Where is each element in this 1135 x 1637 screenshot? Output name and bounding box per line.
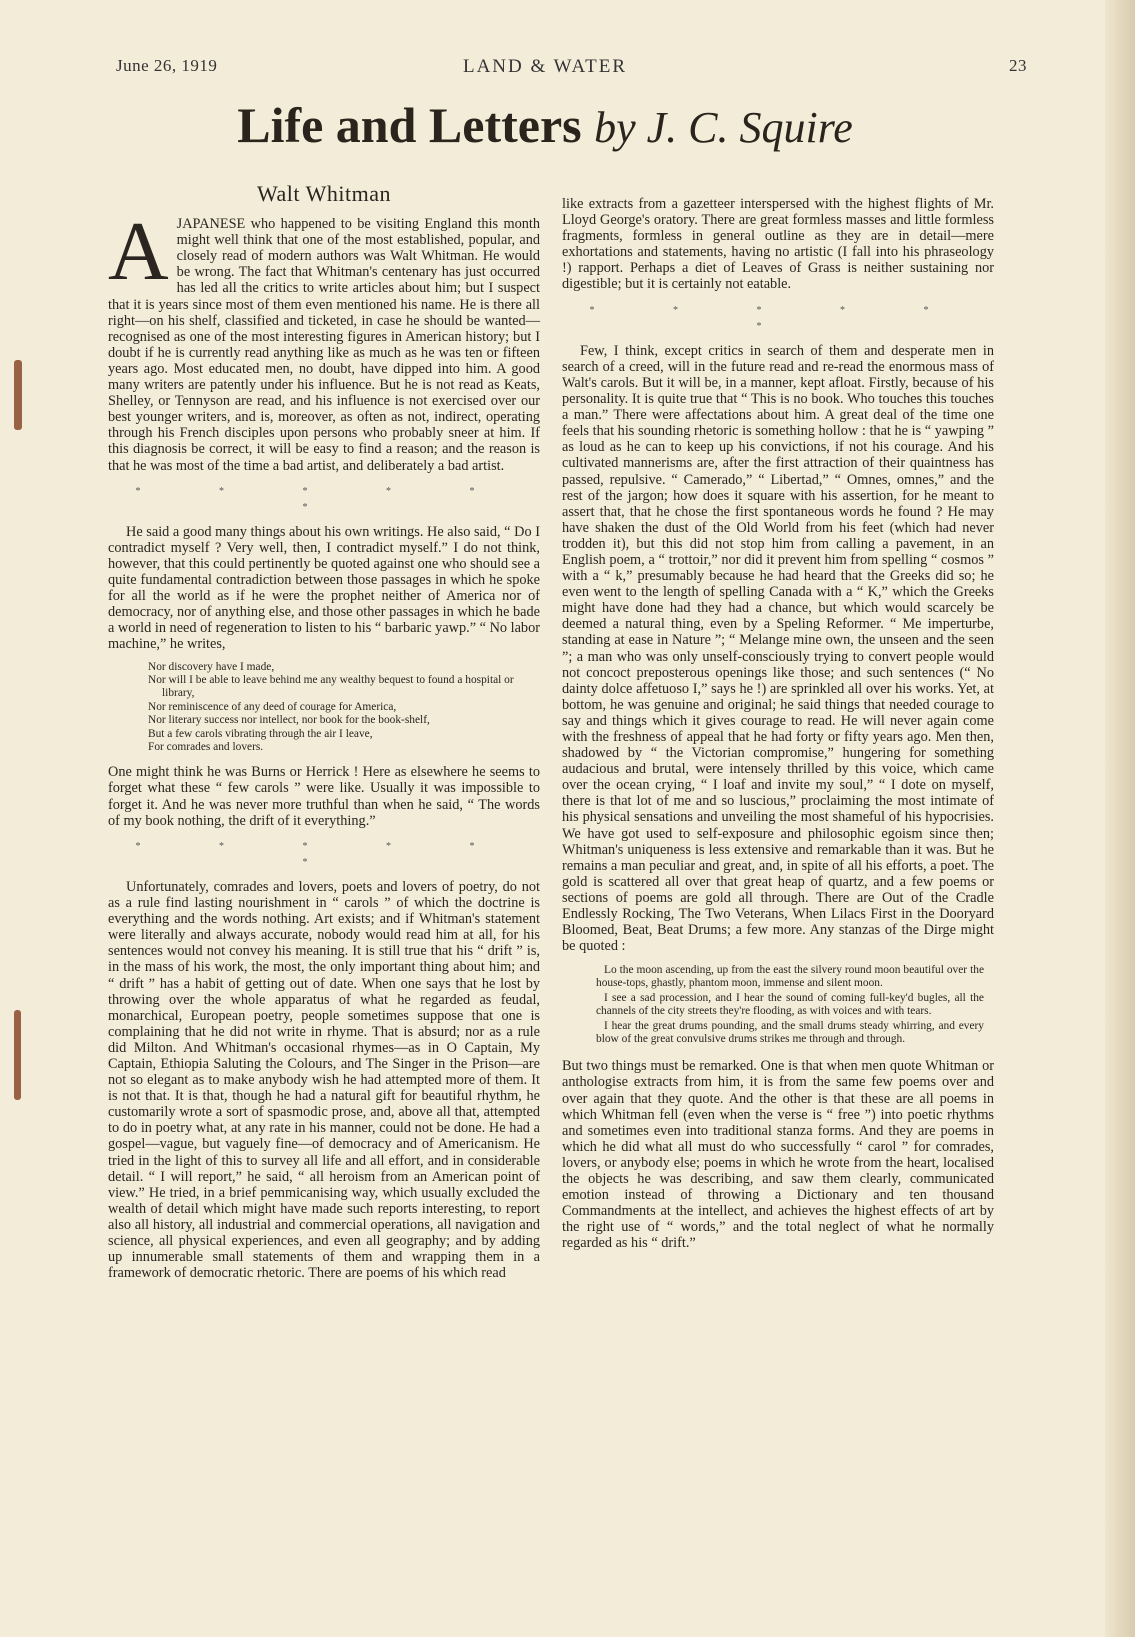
column-left (108, 181, 540, 1282)
section-divider: * * * * * * (135, 840, 513, 868)
issue-date: June 26, 1919 (116, 56, 218, 75)
verse-line: For comrades and lovers. (148, 740, 264, 753)
dirge-stanza: I hear the great drums pounding, and the small drums steady whirring, and every blow of the great convulsive drums strikes me through and through. (596, 1020, 984, 1046)
page-number: 23 (1009, 56, 1027, 75)
paragraph-text: JAPANESE who happened to be visiting England this month might well think that one of the most established, popular, and closely read of modern authors was Walt Whitman. He would be wrong. The fact that Whitman's centenary has just occurred has led all the critics to write articles about him; but I suspect that it is years since most of them even mentioned his name. He is there all right—on his shelf, classified and ticketed, in case he should be wanted—recognised as one of the most interesting figures in American history; but I doubt if he is currently read anything like as much as he was ten or fifteen years ago. Most educated men, no doubt, have dipped into him. A good many writers are patently under his influence. But he is not read as Keats, Shelley, or Tennyson are read, and his influence is not exercised over our best younger writers, and is, moreover, as often as not, indirect, operating through his French disciples upon persons who probably sneer at him. If this diagnosis be correct, it will be easy to find a reason; and the reason is that he was most of the time a bad artist, and deliberately a bad artist. (108, 216, 540, 474)
dirge-quote (596, 964, 984, 1046)
page-spine-edge (1105, 0, 1135, 1637)
paragraph: One might think he was Burns or Herrick ! Here as elsewhere he seems to forget what these “ few carols ” were like. Usually it was impossible to forget it. And he was never more truthful than when he said, “ The words of my book nothing, the drift of it everything.” (108, 764, 540, 829)
article-subtitle: Walt Whitman (257, 181, 391, 206)
paragraph: He said a good many things about his own writings. He also said, “ Do I contradict myself ? Very well, then, I contradict myself.” I do not think, however, that this could pertinently be quoted against one who should see a quite fundamental contradiction between those passages in which he spoke for all the world as if he were the prophet neither of America nor of democracy, nor of anything else, and those other passages in which he bade a world in need of regeneration to listen to his “ barbaric yawp.” “ No labor machine,” he writes, (108, 523, 540, 653)
paragraph: like extracts from a gazetteer interspersed with the highest flights of Mr. Lloyd George's oratory. There are great formless masses and little formless fragments, formless in general outline as they are in detail—mere exhortations and statements, having no artistic (I fall into his phraseology !) rapport. Perhaps a diet of Leaves of Grass is neither sustaining nor digestible; but it is certainly not eatable. (562, 196, 994, 293)
section-divider: * * * * * * (135, 485, 513, 513)
title-main: Life and Letters (237, 97, 582, 153)
section-divider: * * * * * * (589, 304, 967, 332)
paper-stain (14, 1010, 21, 1100)
paragraph (108, 205, 540, 474)
paragraph: But two things must be remarked. One is that when men quote Whitman or anthologise extracts from him, it is from the same few poems over and over again that they quote. And the other is that these are all poems in which Whitman fell (even when the verse is “ free ”) into poetic rhythms and sometimes even into traditional stanza forms. And they are poems in which he did what all must do who successfully “ carol ” for comrades, lovers, or anybody else; poems in which he wrote from the heart, localised the objects he was describing, and saw them clearly, communicated emotion instead of throwing a Dictionary and ten thousand Commandments at the intellect, and achieves the highest effects of art by the right use of “ words,” and the total neglect of what he normally regarded as his “ drift.” (562, 1058, 994, 1252)
drop-cap: A (108, 205, 169, 299)
verse-quote (148, 661, 540, 755)
paragraph: Few, I think, except critics in search of them and desperate men in search of a creed, will in the future read and re-read the enormous mass of Walt's carols. But it will be, in a manner, kept afloat. Firstly, because of his personality. It is quite true that “ This is no book. Who touches this touches a man.” There were affectations about him. A great deal of the time one feels that his sounding rhetoric is something hollow : that he is “ yawping ” as loud as he can to keep up his convictions, if not his courage. And his cultivated mannerisms are, after the first attraction of their quaintness has passed, repulsive. “ Camerado,” “ Libertad,” “ Omnes, omnes,” and the rest of the jargon; how does it square with his assertion, for he meant to assert that, that he chose the first spontaneous words he found ? He may have shaken the dust of the Old World from his feet (which had never trodden it), but this did not stop him from calling a pavement, in an English poem, a “ trottoir,” nor did it prevent him from spelling “ cosmos ” with a “ k,” presumably because he had heard that the Greeks did so; he even went to the length of spelling Canada with a “ K,” which the Greeks might have done had they had a chance, but which would scarcely be deemed a natural thing, even by a Speling Reformer. “ Me imperturbe, standing at ease in Nature ”; “ Melange mine own, the unseen and the seen ”; a man who was only unself-consciously trying to convert people would not concoct preposterous openings like those; and such sentences (“ No dainty dolce affetuoso I,” says he !) are sprinkled all over his works. Yet, at bottom, he was genuine and original; he said things that needed courage to say and things which it gives courage to read. He will never again come with the freshness of appeal that he had forty or fifty years ago. Men then, shadowed by “ the Victorian compromise,” hungering for something audacious and brutal, were intensely thrilled by this voice, which came over the ocean crying, “ I loaf and invite my soul,” “ I dote on myself, there is that lot of me and so luscious,” proclaiming the most intimate of his physical sensations and unveiling the most shameful of his hypocrisies. We have got used to self-exposure and philosophic egoism since then; Whitman's uniqueness is less extensive and remarkable than it was. But he remains a man peculiar and great, and, in spite of all his efforts, a poet. The gold is scattered all over that great heap of quartz, and a few poems or sections of poems are gold all through. There are Out of the Cradle Endlessly Rocking, The Two Veterans, When Lilacs First in the Dooryard Bloomed, Beat, Beat Drums; a few more. Any stanzas of the Dirge might be quoted : (562, 342, 994, 955)
verse-line: Nor literary success nor intellect, nor book for the book-shelf, (148, 714, 430, 727)
magazine-name: LAND & WATER (462, 56, 628, 77)
verse-line: Nor reminiscence of any deed of courage for America, (148, 700, 397, 713)
page-title (0, 96, 1090, 154)
verse-line: But a few carols vibrating through the air I leave, (148, 727, 373, 740)
column-right (562, 196, 994, 1251)
verse-line: Nor discovery have I made, (148, 660, 275, 673)
title-byline: by J. C. Squire (594, 103, 853, 152)
paragraph: Unfortunately, comrades and lovers, poets and lovers of poetry, do not as a rule find lasting nourishment in “ carols ” of which the doctrine is everything and the words nothing. Art exists; and if Whitman's statement were literally and always accurate, nobody would read him at all, for his sentences would not convey his meaning. It is still true that his “ drift ” is, in the mass of his work, the most, the only important thing about him; and “ drift ” has a habit of getting out of date. When one says that he lost by throwing over the whole apparatus of what he regarded as feudal, monarchical, European poetry, people sometimes suppose that one is complaining that he did not write in rhyme. That is absurd; nor as a rule did Milton. And Whitman's occasional rhymes—as in O Captain, My Captain, Ethiopia Saluting the Colours, and The Singer in the Prison—are not so elegant as to make anybody wish he had attempted more of them. It is not that. It is that, though he had a natural gift for beautiful rhythm, he customarily wrote a sort of spasmodic prose, and, above all that, attempted to do in poetry what, at any rate in his manner, could not be done. He had a gospel—vague, but vaguely fine—of democracy and of Americanism. He tried in the light of this to survey all life and all effort, and in considerable detail. “ I will report,” he said, “ all heroism from an American point of view.” He tried, in a brief pemmicanising way, which usually excluded the wealth of detail which might have made such reports interesting, to report also all history, all industrial and commercial operations, all navigation and science, all physical experiences, and even all geography; and by adding up innumerable small statements of them and wrapping them in a framework of democratic rhetoric. There are poems of his which read (108, 878, 540, 1282)
dirge-stanza: I see a sad procession, and I hear the sound of coming full-key'd bugles, all the channels of the city streets they're flooding, as with voices and with tears. (596, 992, 984, 1018)
dirge-stanza: Lo the moon ascending, up from the east the silvery round moon beautiful over the house-tops, ghastly, phantom moon, immense and silent moon. (596, 964, 984, 990)
verse-line: Nor will I be able to leave behind me any wealthy bequest to found a hospital or library, (148, 673, 514, 700)
paper-stain (14, 360, 22, 430)
